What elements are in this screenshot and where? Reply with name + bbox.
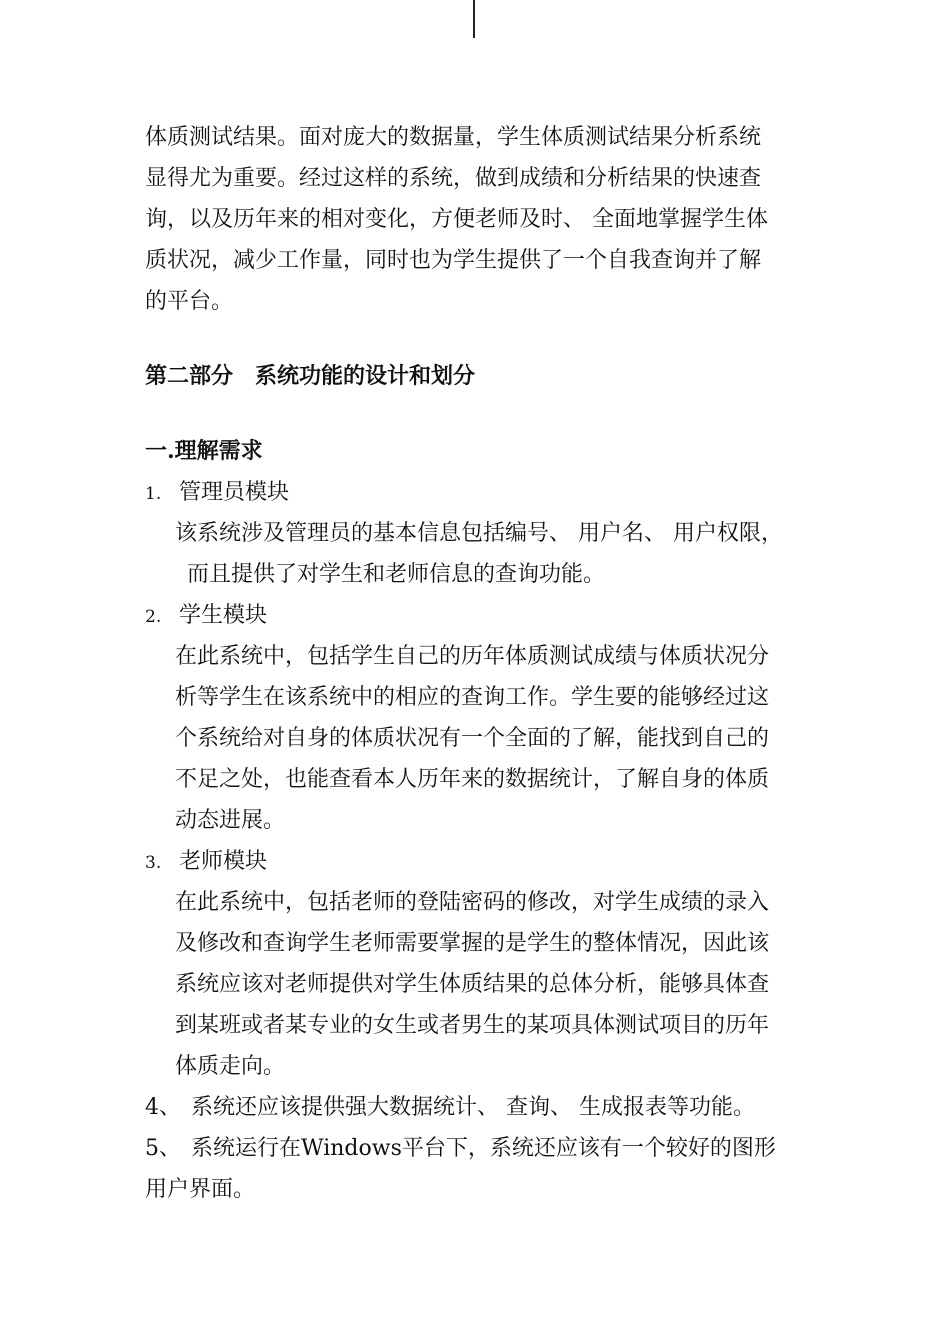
list-item-heading bbox=[145, 1087, 825, 1128]
intro-line: 询，以及历年来的相对变化，方便老师及时、 全面地掌握学生体 bbox=[145, 207, 768, 232]
list-item-heading bbox=[145, 595, 825, 636]
list-item-number: 5、 bbox=[145, 1136, 181, 1161]
list-item-line: 析等学生在该系统中的相应的查询工作。学生要的能够经过这 bbox=[175, 685, 770, 710]
page-top-marker bbox=[473, 0, 475, 38]
list-item-text: 系统还应该提供强大数据统计、 查询、 生成报表等功能。 bbox=[191, 1095, 755, 1120]
list-item-heading bbox=[145, 472, 825, 513]
list-item-admin-module bbox=[145, 472, 825, 595]
list-item-number: 3. bbox=[145, 853, 162, 873]
list-item-heading bbox=[145, 841, 825, 882]
list-item-teacher-module bbox=[145, 841, 825, 1087]
list-item-line: 在此系统中，包括学生自己的历年体质测试成绩与体质状况分 bbox=[175, 644, 770, 669]
list-item-line: 该系统涉及管理员的基本信息包括编号、 用户名、 用户权限， bbox=[175, 521, 783, 546]
list-item-line: 而且提供了对学生和老师信息的查询功能。 bbox=[187, 562, 606, 587]
intro-line: 质状况，减少工作量，同时也为学生提供了一个自我查询并了解 bbox=[145, 248, 762, 273]
list-item-line: 用户界面。 bbox=[145, 1177, 256, 1202]
list-item-title: 老师模块 bbox=[179, 849, 268, 874]
section-heading: 第二部分 系统功能的设计和划分 bbox=[145, 363, 476, 389]
subsection-heading: 一.理解需求 bbox=[145, 438, 263, 464]
list-item-heading bbox=[145, 1128, 825, 1169]
list-item-number: 4、 bbox=[145, 1095, 181, 1120]
list-item-data-functions bbox=[145, 1087, 825, 1128]
list-item-number: 1. bbox=[145, 484, 162, 504]
list-item-number: 2. bbox=[145, 607, 162, 627]
list-item-title: 学生模块 bbox=[179, 603, 268, 628]
list-item-title: 管理员模块 bbox=[179, 480, 290, 505]
list-item-line: 动态进展。 bbox=[175, 808, 286, 833]
list-item-line: 到某班或者某专业的女生或者男生的某项具体测试项目的历年 bbox=[175, 1013, 770, 1038]
list-item-line: 在此系统中，包括老师的登陆密码的修改，对学生成绩的录入 bbox=[175, 890, 770, 915]
list-item-line: 及修改和查询学生老师需要掌握的是学生的整体情况，因此该 bbox=[175, 931, 770, 956]
intro-line: 体质测试结果。面对庞大的数据量，学生体质测试结果分析系统 bbox=[145, 125, 762, 150]
list-item-line: 不足之处，也能查看本人历年来的数据统计，了解自身的体质 bbox=[175, 767, 770, 792]
intro-line: 的平台。 bbox=[145, 289, 234, 314]
document-body bbox=[145, 117, 825, 1210]
intro-line: 显得尤为重要。经过这样的系统，做到成绩和分析结果的快速查 bbox=[145, 166, 762, 191]
list-item-line: 系统应该对老师提供对学生体质结果的总体分析，能够具体查 bbox=[175, 972, 770, 997]
list-item-text: 系统运行在Windows平台下，系统还应该有一个较好的图形 bbox=[191, 1136, 776, 1161]
list-item-platform bbox=[145, 1128, 825, 1210]
list-item-student-module bbox=[145, 595, 825, 841]
list-item-line: 体质走向。 bbox=[175, 1054, 286, 1079]
list-item-line: 个系统给对自身的体质状况有一个全面的了解，能找到自己的 bbox=[175, 726, 770, 751]
intro-paragraph bbox=[145, 117, 825, 322]
